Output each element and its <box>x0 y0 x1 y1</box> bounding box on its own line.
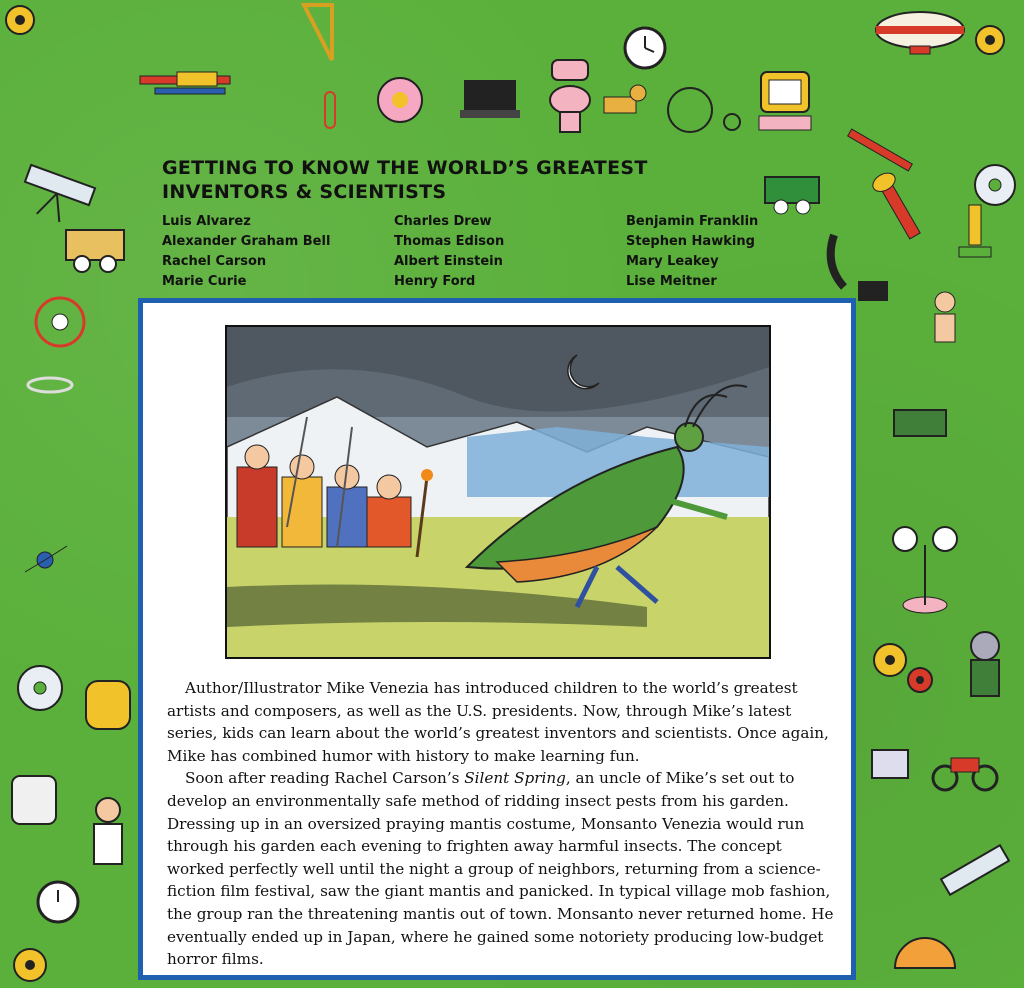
story-text <box>167 677 843 971</box>
motorcycle-icon <box>933 758 997 790</box>
inventor-column-2 <box>394 212 626 292</box>
inventor-name: Henry Ford <box>394 274 476 289</box>
inventor-name: Rachel Carson <box>162 254 267 269</box>
dog-icon <box>604 85 646 113</box>
jar-icon <box>12 776 56 824</box>
cd-icon <box>975 165 1015 205</box>
gear-icon <box>908 668 932 692</box>
toilet-icon <box>550 60 590 132</box>
book-series-header <box>162 156 862 292</box>
inventor-name: Albert Einstein <box>394 254 503 269</box>
safety-pin-icon <box>28 378 72 392</box>
book-title-silent-spring: Silent Spring <box>464 769 566 788</box>
story-paragraph-2-start: Soon after reading Rachel Carson’s <box>185 769 465 788</box>
lightbulb-icon <box>870 169 926 242</box>
story-paragraph-2-rest: , an uncle of Mike’s set out to develop an environmentally safe method of ridding insect pests from his garden. Dressing up in an oversized praying mantis costume, Monsanto Venezia would run through his garden each evening to frighten away harmful insects. The concept worked perfectly well until the night a group of neighbors, returning from a science-fiction film festival, saw the giant mantis and panicked. In typical village mob fashion, the group ran the threatening mantis out of town. Monsanto never returned home. He eventually ended up in Japan, where he gained some notoriety producing low-budget horror films. <box>167 769 834 969</box>
clock-icon <box>625 28 665 68</box>
inventor-column-1 <box>162 212 394 292</box>
airplane-icon <box>140 72 230 94</box>
story-paragraph-1: Author/Illustrator Mike Venezia has introduced children to the world’s greatest artists and composers, as well as the U.S. presidents. Now, through Mike’s latest series, kids can learn about the world’s greatest inventors and scientists. Once again, Mike has combined humor with history to make learning fun. <box>167 679 829 765</box>
person-icon <box>935 292 955 342</box>
gear-icon <box>14 949 46 981</box>
illustration-drawing <box>227 327 769 657</box>
title-line-2: INVENTORS & SCIENTISTS <box>162 181 447 203</box>
gear-icon <box>874 644 906 676</box>
inventor-name: Charles Drew <box>394 214 492 229</box>
inventor-name: Mary Leakey <box>626 254 719 269</box>
inventor-name: Thomas Edison <box>394 234 505 249</box>
inventor-name: Alexander Graham Bell <box>162 234 331 249</box>
inventor-name: Lise Meitner <box>626 274 717 289</box>
inventor-name: Luis Alvarez <box>162 214 251 229</box>
cd-icon <box>18 666 62 710</box>
telescope-icon <box>941 845 1009 895</box>
gear-icon <box>6 6 34 34</box>
blimp-icon <box>876 12 964 54</box>
tv-icon <box>759 72 811 130</box>
scientist-icon <box>94 798 122 864</box>
microscope-icon <box>959 205 991 257</box>
mantis-chase-illustration <box>225 325 771 659</box>
explosion-icon <box>378 78 422 122</box>
clock-icon <box>38 882 78 922</box>
gear-icon <box>976 26 1004 54</box>
story-panel <box>138 298 856 980</box>
train-icon <box>66 230 124 272</box>
title-line-1: GETTING TO KNOW THE WORLD’S GREATEST <box>162 157 648 179</box>
harp-icon <box>304 5 332 60</box>
balloon-icon <box>895 938 955 968</box>
story-paragraph-2 <box>167 767 843 970</box>
paperclip-icon <box>325 92 335 128</box>
sewing-machine-icon <box>460 80 520 118</box>
page-title <box>162 156 862 204</box>
typewriter-icon <box>894 410 946 436</box>
telescope-icon <box>16 165 95 230</box>
ferris-wheel-icon <box>36 298 84 346</box>
radio-icon <box>86 681 130 729</box>
inventor-name: Benjamin Franklin <box>626 214 759 229</box>
bicycle-icon <box>668 88 740 132</box>
inventor-name-list <box>162 212 862 292</box>
robot-icon <box>971 632 999 696</box>
lamp-icon <box>893 527 957 613</box>
inventor-name: Stephen Hawking <box>626 234 755 249</box>
molecule-icon <box>25 546 67 572</box>
lock-icon <box>872 750 908 778</box>
inventor-column-3 <box>626 212 858 292</box>
inventor-name: Marie Curie <box>162 274 247 289</box>
